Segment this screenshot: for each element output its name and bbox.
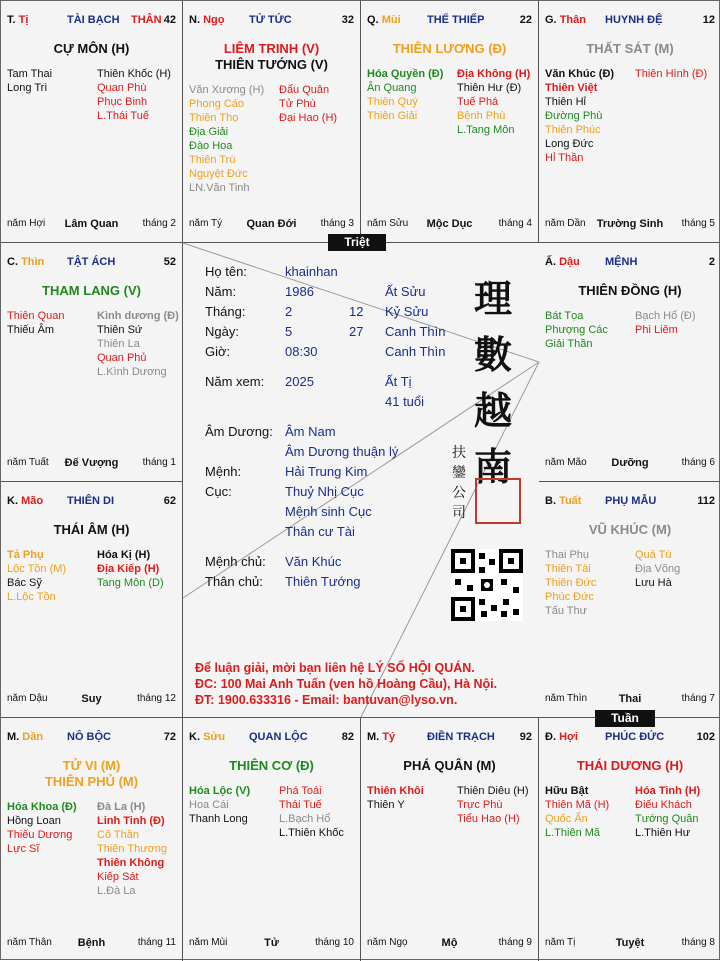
minor-star: Phong Cáo xyxy=(189,98,245,110)
minor-star: Thiên Y xyxy=(367,799,405,811)
main-star: THÁI ÂM (H) xyxy=(53,522,130,537)
minor-star: Hóa Tinh (H) xyxy=(635,785,701,797)
name-label: Họ tên: xyxy=(205,264,247,279)
dai-han-number: 92 xyxy=(519,731,532,743)
minor-star: Văn Khúc (Đ) xyxy=(545,68,615,80)
palace-prefix: K. xyxy=(7,495,18,507)
minor-star: Tả Phụ xyxy=(7,549,44,561)
minor-star: Thiên Tài xyxy=(545,563,591,575)
seal-text xyxy=(448,443,470,523)
truong-sinh-stage: Tuyệt xyxy=(615,937,645,949)
minor-star: Lộc Tồn (M) xyxy=(7,563,67,575)
year-value: 1986 xyxy=(285,284,314,299)
minor-star: Hồng Loan xyxy=(7,815,61,827)
brand-char: 數 xyxy=(473,332,512,377)
minor-star: Hóa Lộc (V) xyxy=(189,785,251,797)
dai-han-number: 72 xyxy=(163,731,176,743)
palace-prefix: G. xyxy=(545,14,557,26)
truong-sinh-stage: Quan Đới xyxy=(246,218,297,230)
nguyet-han-month: tháng 12 xyxy=(137,693,176,704)
cuc-relation: Mệnh sinh Cục xyxy=(285,504,372,519)
minor-star: L.Đà La xyxy=(97,885,136,897)
dai-han-number: 12 xyxy=(702,14,715,26)
minor-star: Hóa Quyền (Đ) xyxy=(367,68,444,80)
minor-star: Quả Tú xyxy=(635,549,672,561)
minor-star: Hỉ Thần xyxy=(545,152,584,164)
name-value: khainhan xyxy=(285,264,338,279)
minor-star: Bệnh Phù xyxy=(457,110,506,122)
palace-prefix: B. xyxy=(545,495,556,507)
minor-star: Tuế Phá xyxy=(457,96,499,108)
minor-star: Long Trì xyxy=(7,82,48,94)
minor-star: Phá Toái xyxy=(279,785,322,797)
brand-calligraphy xyxy=(468,271,518,495)
dai-han-number: 102 xyxy=(696,731,715,743)
palace-prefix: T. xyxy=(7,14,16,26)
minor-star: L.Thiên Khốc xyxy=(279,827,344,839)
view-year-label: Năm xem: xyxy=(205,374,265,389)
menh-label: Mệnh: xyxy=(205,464,242,479)
brand-char: 理 xyxy=(473,276,512,321)
nguyet-han-month: tháng 8 xyxy=(681,937,715,948)
hour-label: Giờ: xyxy=(205,344,231,359)
nguyet-han-month: tháng 4 xyxy=(498,218,532,229)
tieu-han-year: năm Thìn xyxy=(545,693,588,704)
month-label: Tháng: xyxy=(205,304,246,319)
minor-star: Thiên Sứ xyxy=(97,324,143,336)
minor-star: Kình dương (Đ) xyxy=(97,310,179,322)
contact-line-2: ĐC: 100 Mai Anh Tuấn (ven hồ Hoàng Cầu), Hà Nội. xyxy=(195,677,498,691)
tieu-han-year: năm Mão xyxy=(545,457,587,468)
dai-han-number: 2 xyxy=(708,256,715,268)
minor-star: Thiên Việt xyxy=(545,82,598,94)
hour-value: 08:30 xyxy=(285,344,318,359)
palace-branch: Thân xyxy=(559,14,586,26)
minor-star: Thai Phụ xyxy=(545,549,590,561)
month-lunar: 12 xyxy=(349,304,364,319)
view-year-value: 2025 xyxy=(285,374,314,389)
minor-star: Thiên Đức xyxy=(545,577,597,589)
minor-star: Kiếp Sát xyxy=(97,871,139,883)
tieu-han-year: năm Thân xyxy=(7,937,52,948)
month-value: 2 xyxy=(285,304,293,319)
minor-star: Tướng Quân xyxy=(635,813,699,825)
tieu-han-year: năm Dần xyxy=(545,218,586,229)
palace-branch: Dần xyxy=(22,731,44,743)
minor-star: Đường Phù xyxy=(545,110,603,122)
tieu-han-year: năm Hợi xyxy=(7,218,46,229)
than-marker: THÂN xyxy=(131,14,162,26)
view-year-canchi: Ất Tị xyxy=(385,374,412,389)
minor-star: Thiên Hình (Đ) xyxy=(635,68,708,80)
thanchu-value: Thiên Tướng xyxy=(285,574,361,589)
minor-star: Phượng Các xyxy=(545,324,608,336)
main-star: THIÊN ĐỒNG (H) xyxy=(578,283,682,298)
minor-star: Thiên Quý xyxy=(367,96,418,108)
dai-han-number: 22 xyxy=(519,14,532,26)
palace-branch: Hợi xyxy=(559,731,578,743)
cuc-value: Thuỷ Nhị Cục xyxy=(285,484,364,499)
tieu-han-year: năm Tị xyxy=(545,937,576,948)
palace-name: QUAN LỘC xyxy=(249,731,308,743)
year-canchi: Ất Sửu xyxy=(385,284,426,299)
palace-name: TỬ TỨC xyxy=(249,14,292,26)
palace-name: PHỤ MẪU xyxy=(605,495,657,507)
brand-char: 越 xyxy=(473,388,512,433)
minor-star: Địa Giải xyxy=(189,126,229,138)
truong-sinh-stage: Suy xyxy=(81,693,102,705)
minor-star: L.Bạch Hổ xyxy=(279,813,331,825)
palace-name: ĐIỀN TRẠCH xyxy=(427,731,495,743)
minor-star: Thiếu Dương xyxy=(7,829,73,841)
main-star: VŨ KHÚC (M) xyxy=(588,522,672,537)
truong-sinh-stage: Dưỡng xyxy=(611,457,649,469)
truong-sinh-stage: Mộc Dục xyxy=(426,218,473,230)
minor-star: L.Thiên Mã xyxy=(545,827,601,839)
nguyet-han-month: tháng 6 xyxy=(681,457,715,468)
minor-star: L.Thái Tuế xyxy=(97,110,149,122)
minor-star: L.Kình Dương xyxy=(97,366,167,378)
minor-star: Địa Không (H) xyxy=(457,68,531,80)
minor-star: Thiên Phúc xyxy=(545,124,601,136)
contact-line-1: Để luận giải, mời bạn liên hệ LÝ SỐ HỘI QUÁN. xyxy=(195,661,475,675)
tuan-tag: Tuần xyxy=(595,710,655,727)
minor-star: Đà La (H) xyxy=(97,801,146,813)
minor-star: Tử Phù xyxy=(279,98,316,110)
minor-star: Văn Xương (H) xyxy=(189,84,265,96)
nguyet-han-month: tháng 10 xyxy=(315,937,354,948)
palace-name: THỂ THIẾP xyxy=(427,14,485,26)
menhchu-value: Văn Khúc xyxy=(285,554,342,569)
palace-prefix: Đ. xyxy=(545,731,556,743)
palace-prefix: N. xyxy=(189,14,200,26)
minor-star: Long Đức xyxy=(545,138,594,150)
minor-star: Thái Tuế xyxy=(279,799,322,811)
minor-star: Thiếu Âm xyxy=(7,324,55,336)
minor-star: Bạch Hổ (Đ) xyxy=(635,310,696,322)
main-star: THIÊN LƯƠNG (Đ) xyxy=(392,41,507,56)
tieu-han-year: năm Tý xyxy=(189,218,223,229)
seal-char: 扶 xyxy=(452,445,466,461)
minor-star: Thiên Hỉ xyxy=(545,96,586,108)
minor-star: Trực Phù xyxy=(457,799,503,811)
minor-star: Thiên Diêu (H) xyxy=(457,785,529,797)
truong-sinh-stage: Mộ xyxy=(441,937,458,949)
truong-sinh-stage: Lâm Quan xyxy=(64,218,119,230)
minor-star: Bác Sỹ xyxy=(7,577,42,589)
main-star: THIÊN PHỦ (M) xyxy=(44,774,139,789)
brand-char: 南 xyxy=(473,444,512,489)
minor-star: Thiên Trù xyxy=(189,154,236,166)
contact-line-3: ĐT: 1900.633316 - Email: bantuvan@lyso.vn. xyxy=(195,693,458,707)
minor-star: Thiên Giải xyxy=(367,110,418,122)
palace-branch: Mùi xyxy=(381,14,401,26)
minor-star: Địa Kiếp (H) xyxy=(97,563,160,575)
minor-star: Lực Sĩ xyxy=(7,843,40,855)
main-star: THẤT SÁT (M) xyxy=(586,41,674,56)
tieu-han-year: năm Dậu xyxy=(7,693,48,704)
palace-branch: Sửu xyxy=(203,731,226,743)
seal-char: 司 xyxy=(452,505,466,521)
minor-star: Bát Tọa xyxy=(545,310,584,322)
truong-sinh-stage: Tử xyxy=(264,937,279,949)
palace-branch: Tị xyxy=(18,14,29,26)
minor-star: Hữu Bật xyxy=(545,785,589,797)
minor-star: Hóa Khoa (Đ) xyxy=(7,801,77,813)
palace-prefix: M. xyxy=(367,731,380,743)
minor-star: Tiểu Hao (H) xyxy=(457,813,520,825)
palace-branch: Tuất xyxy=(559,495,582,507)
palace-branch: Ngọ xyxy=(203,14,225,26)
palace-name: TÀI BẠCH xyxy=(67,14,120,26)
tieu-han-year: năm Sửu xyxy=(367,218,409,229)
minor-star: Hóa Kị (H) xyxy=(97,549,151,561)
minor-star: Thiên Không xyxy=(97,857,165,869)
minor-star: Thanh Long xyxy=(189,813,248,825)
day-lunar: 27 xyxy=(349,324,364,339)
minor-star: Quan Phủ xyxy=(97,352,147,364)
minor-star: Cô Thần xyxy=(97,829,139,841)
minor-star: Thiên Thương xyxy=(97,843,168,855)
thanchu-label: Thân chủ: xyxy=(205,574,263,589)
minor-star: Địa Võng xyxy=(635,563,681,575)
minor-star: L.Lộc Tồn xyxy=(7,591,56,603)
amduong-note: Âm Dương thuận lý xyxy=(285,444,399,459)
minor-star: Thiên Thọ xyxy=(189,112,239,124)
minor-star: Điếu Khách xyxy=(635,799,692,811)
nguyet-han-month: tháng 5 xyxy=(681,218,715,229)
nguyet-han-month: tháng 3 xyxy=(320,218,354,229)
age-value: 41 tuổi xyxy=(385,394,425,409)
minor-star: Phục Binh xyxy=(97,96,148,108)
nguyet-han-month: tháng 9 xyxy=(498,937,532,948)
day-canchi: Canh Thìn xyxy=(385,324,446,339)
minor-star: Đại Hao (H) xyxy=(279,112,338,124)
palace-name: HUYNH ĐỆ xyxy=(605,14,663,26)
minor-star: Giải Thần xyxy=(545,338,593,350)
main-star: THAM LANG (V) xyxy=(42,283,141,298)
amduong-label: Âm Dương: xyxy=(205,424,273,439)
palace-prefix: Ấ. xyxy=(545,256,556,268)
cuc-label: Cục: xyxy=(205,484,232,499)
minor-star: Thiên Khôi xyxy=(367,785,424,797)
palace-name: NÔ BỘC xyxy=(67,731,111,743)
minor-star: Thiên La xyxy=(97,338,140,350)
minor-star: L.Thiên Hư xyxy=(635,827,691,839)
day-label: Ngày: xyxy=(205,324,239,339)
tieu-han-year: năm Ngọ xyxy=(367,937,408,948)
palace-name: TẬT ÁCH xyxy=(67,256,116,268)
palace-branch: Tý xyxy=(382,731,396,743)
main-star: THIÊN TƯỚNG (V) xyxy=(215,57,328,72)
minor-star: Thiên Khốc (H) xyxy=(97,68,171,80)
minor-star: Tang Môn (D) xyxy=(97,577,164,589)
palace-name: PHÚC ĐỨC xyxy=(605,731,665,743)
dai-han-number: 112 xyxy=(697,495,715,507)
minor-star: Ân Quang xyxy=(367,82,417,94)
dai-han-number: 52 xyxy=(163,256,176,268)
truong-sinh-stage: Thai xyxy=(618,693,642,705)
minor-star: Quan Phù xyxy=(97,82,147,94)
amduong-value: Âm Nam xyxy=(285,424,336,439)
main-star: CỰ MÔN (H) xyxy=(53,41,130,56)
main-star: THIÊN CƠ (Đ) xyxy=(229,758,314,773)
truong-sinh-stage: Bệnh xyxy=(77,937,106,949)
palace-name: MỆNH xyxy=(605,256,638,268)
menh-value: Hải Trung Kim xyxy=(285,464,368,479)
month-canchi: Kỷ Sửu xyxy=(385,304,429,319)
hour-canchi: Canh Thìn xyxy=(385,344,446,359)
dai-han-number: 32 xyxy=(341,14,354,26)
minor-star: Đẩu Quân xyxy=(279,84,330,96)
minor-star: LN.Văn Tinh xyxy=(189,182,250,194)
main-star: LIÊM TRINH (V) xyxy=(223,41,320,56)
main-star: THÁI DƯƠNG (H) xyxy=(576,758,684,773)
minor-star: Lưu Hà xyxy=(635,577,672,589)
menhchu-label: Mệnh chủ: xyxy=(205,554,266,569)
nguyet-han-month: tháng 11 xyxy=(137,937,176,948)
minor-star: Phi Liêm xyxy=(635,324,678,336)
palace-branch: Dậu xyxy=(559,256,580,268)
minor-star: Hoa Cái xyxy=(189,799,229,811)
minor-star: Đào Hoa xyxy=(189,140,233,152)
palace-prefix: Q. xyxy=(367,14,379,26)
tieu-han-year: năm Tuất xyxy=(7,457,49,468)
main-star: PHÁ QUÂN (M) xyxy=(403,758,496,773)
minor-star: Quốc Ấn xyxy=(545,813,588,825)
nguyet-han-month: tháng 7 xyxy=(681,693,715,704)
day-value: 5 xyxy=(285,324,293,339)
year-label: Năm: xyxy=(205,284,237,299)
truong-sinh-stage: Trường Sinh xyxy=(596,218,664,230)
minor-star: Tấu Thư xyxy=(545,605,588,617)
qr-code-icon xyxy=(451,549,523,621)
tieu-han-year: năm Mùi xyxy=(189,937,228,948)
palace-prefix: K. xyxy=(189,731,200,743)
palace-branch: Thìn xyxy=(21,256,45,268)
minor-star: Tam Thai xyxy=(7,68,53,80)
nguyet-han-month: tháng 1 xyxy=(142,457,176,468)
minor-star: Thiên Hư (Đ) xyxy=(457,82,522,94)
dai-han-number: 62 xyxy=(163,495,176,507)
minor-star: Thiên Quan xyxy=(7,310,65,322)
dai-han-number: 42 xyxy=(163,14,176,26)
minor-star: L.Tang Môn xyxy=(457,124,515,136)
triet-tag: Triệt xyxy=(328,234,386,251)
than-cu: Thân cư Tài xyxy=(285,524,355,539)
seal-char: 鑾 xyxy=(452,465,466,481)
minor-star: Nguyệt Đức xyxy=(189,168,248,180)
palace-name: THIÊN DI xyxy=(67,495,115,507)
minor-star: Phúc Đức xyxy=(545,591,594,603)
nguyet-han-month: tháng 2 xyxy=(142,218,176,229)
main-star: TỬ VI (M) xyxy=(62,758,121,773)
palace-prefix: C. xyxy=(7,256,18,268)
palace-branch: Mão xyxy=(21,495,44,507)
seal-char: 公 xyxy=(452,485,466,501)
dai-han-number: 82 xyxy=(341,731,354,743)
minor-star: Thiên Mã (H) xyxy=(545,799,610,811)
center-panel xyxy=(183,243,538,717)
palace-prefix: M. xyxy=(7,731,20,743)
red-seal-stamp xyxy=(475,478,521,524)
truong-sinh-stage: Đế Vượng xyxy=(64,457,119,469)
minor-star: Linh Tinh (Đ) xyxy=(97,815,165,827)
